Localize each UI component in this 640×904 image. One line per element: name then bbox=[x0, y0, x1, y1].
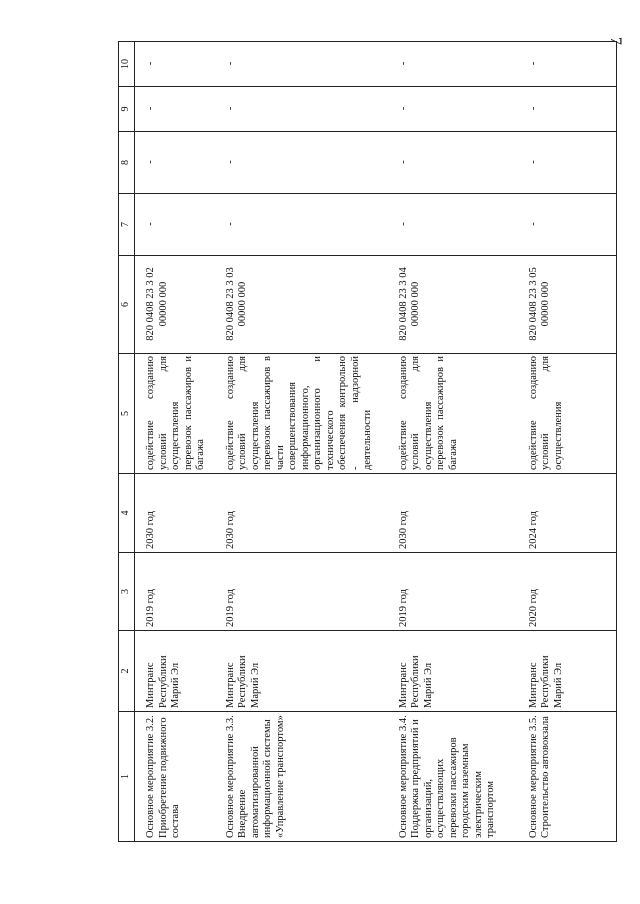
column-header: 10 bbox=[119, 42, 135, 87]
col8-cell: - bbox=[215, 132, 388, 194]
header-row bbox=[119, 42, 135, 842]
end-year-cell: 2030 год bbox=[215, 474, 388, 553]
start-year-cell: 2019 год bbox=[388, 553, 518, 631]
col9-cell: - bbox=[135, 87, 215, 132]
table-row bbox=[388, 42, 518, 842]
measure-cell: Основное мероприятие 3.5. Строительство автовокзала bbox=[518, 712, 617, 842]
column-header: 9 bbox=[119, 87, 135, 132]
executor-cell: Минтранс Республики Марий Эл bbox=[388, 631, 518, 712]
program-measures-table bbox=[118, 41, 617, 842]
executor-cell: Минтранс Республики Марий Эл bbox=[135, 631, 215, 712]
col7-cell: - bbox=[135, 194, 215, 256]
measure-cell: Основное мероприятие 3.3. Внедрение автоматизированной информационной системы «Управление транспортом» bbox=[215, 712, 388, 842]
budget-code-cell: 820 0408 23 3 02 00000 000 bbox=[135, 256, 215, 354]
executor-cell: Минтранс Республики Марий Эл bbox=[215, 631, 388, 712]
column-header: 2 bbox=[119, 631, 135, 712]
end-year-cell: 2024 год bbox=[518, 474, 617, 553]
col10-cell: - bbox=[135, 42, 215, 87]
col10-cell: - bbox=[388, 42, 518, 87]
end-year-cell: 2030 год bbox=[388, 474, 518, 553]
col8-cell: - bbox=[518, 132, 617, 194]
col9-cell: - bbox=[518, 87, 617, 132]
col9-cell: - bbox=[215, 87, 388, 132]
result-cell: содействие созданию условий для осуществления перевозок пассажиров в части совершенствования информационного, организационного и технического обеспечения контрольно - надзорной деятельности bbox=[215, 354, 388, 474]
col9-cell: - bbox=[388, 87, 518, 132]
end-year-cell: 2030 год bbox=[135, 474, 215, 553]
start-year-cell: 2020 год bbox=[518, 553, 617, 631]
page-number: 7 bbox=[607, 37, 624, 45]
result-cell: содействие созданию условий для осуществления перевозок пассажиров и багажа bbox=[135, 354, 215, 474]
column-header: 3 bbox=[119, 553, 135, 631]
result-cell: содействие созданию условий для осуществления bbox=[518, 354, 617, 474]
column-header: 8 bbox=[119, 132, 135, 194]
budget-code-cell: 820 0408 23 3 04 00000 000 bbox=[388, 256, 518, 354]
measure-cell: Основное мероприятие 3.4. Поддержка предприятий и организаций, осуществляющих перевозки пассажиров городским наземным электрическим транспортом bbox=[388, 712, 518, 842]
col10-cell: - bbox=[215, 42, 388, 87]
column-header: 5 bbox=[119, 354, 135, 474]
col7-cell: - bbox=[215, 194, 388, 256]
start-year-cell: 2019 год bbox=[215, 553, 388, 631]
table-row bbox=[135, 42, 215, 842]
column-header: 6 bbox=[119, 256, 135, 354]
column-header: 1 bbox=[119, 712, 135, 842]
col8-cell: - bbox=[135, 132, 215, 194]
table-row bbox=[518, 42, 617, 842]
result-cell: содействие созданию условий для осуществления перевозок пассажиров и багажа bbox=[388, 354, 518, 474]
executor-cell: Минтранс Республики Марий Эл bbox=[518, 631, 617, 712]
start-year-cell: 2019 год bbox=[135, 553, 215, 631]
budget-code-cell: 820 0408 23 3 05 00000 000 bbox=[518, 256, 617, 354]
col7-cell: - bbox=[518, 194, 617, 256]
col8-cell: - bbox=[388, 132, 518, 194]
table-row bbox=[215, 42, 388, 842]
column-header: 7 bbox=[119, 194, 135, 256]
rotated-table-sheet bbox=[118, 42, 638, 842]
col10-cell: - bbox=[518, 42, 617, 87]
measure-cell: Основное мероприятие 3.2. Приобретение подвижного состава bbox=[135, 712, 215, 842]
column-header: 4 bbox=[119, 474, 135, 553]
budget-code-cell: 820 0408 23 3 03 00000 000 bbox=[215, 256, 388, 354]
col7-cell: - bbox=[388, 194, 518, 256]
